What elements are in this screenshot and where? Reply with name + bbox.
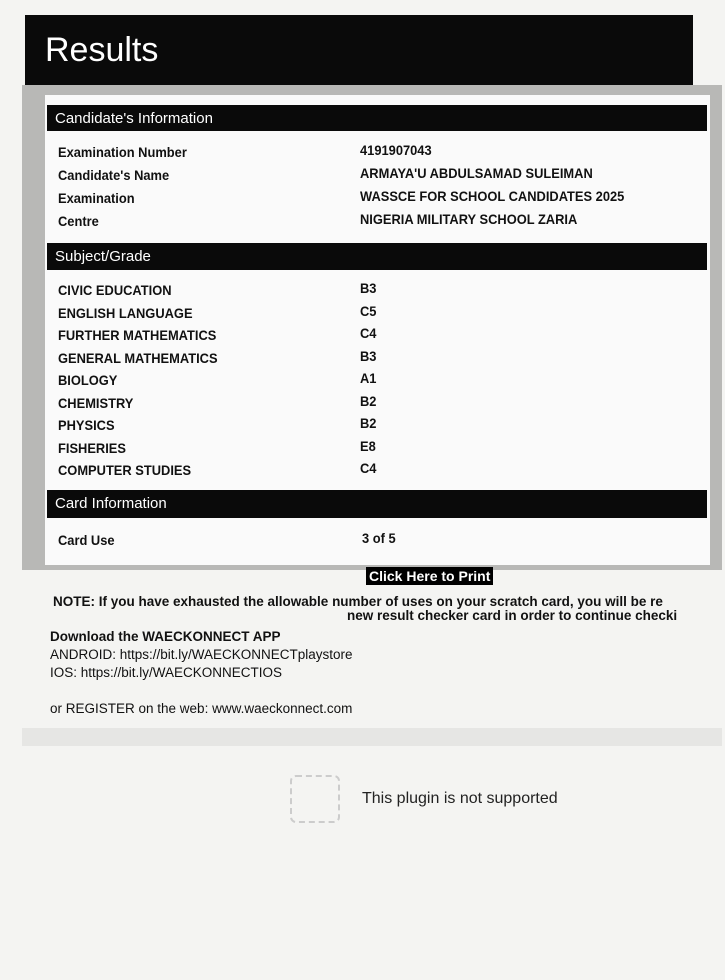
android-link[interactable]: ANDROID: https://bit.ly/WAECKONNECTplaystore: [50, 647, 353, 662]
candidate-field-label: Examination: [58, 190, 135, 206]
candidate-field-label: Centre: [58, 213, 99, 229]
download-title: Download the WAECKONNECT APP: [50, 629, 281, 644]
subject-grade: B3: [360, 280, 377, 296]
card-use-label: Card Use: [58, 532, 115, 548]
candidate-info-heading: Candidate's Information: [47, 105, 707, 131]
note-line-2: new result checker card in order to continue checki: [347, 608, 678, 623]
candidate-field-value: NIGERIA MILITARY SCHOOL ZARIA: [360, 211, 578, 227]
subject-grade: E8: [360, 437, 376, 454]
subject-grade: A1: [360, 370, 377, 386]
subject-name: PHYSICS: [58, 417, 115, 433]
plugin-puzzle-icon: [290, 775, 340, 823]
subject-name: GENERAL MATHEMATICS: [58, 349, 218, 366]
subject-grade: C5: [360, 302, 377, 319]
subject-grade: B2: [360, 415, 377, 431]
candidate-field-value: 4191907043: [360, 142, 432, 158]
candidate-field-value: WASSCE FOR SCHOOL CANDIDATES 2025: [360, 188, 625, 204]
candidate-field-value: ARMAYA'U ABDULSAMAD SULEIMAN: [360, 165, 593, 181]
subject-name: BIOLOGY: [58, 372, 118, 388]
print-button[interactable]: Click Here to Print: [366, 567, 493, 585]
subject-name: COMPUTER STUDIES: [58, 462, 192, 478]
candidate-field-label: Examination Number: [58, 144, 187, 160]
subject-grade: B2: [360, 392, 377, 409]
subject-grade: C4: [360, 325, 377, 341]
subject-grade: B3: [360, 347, 377, 364]
subject-name: CIVIC EDUCATION: [58, 282, 172, 298]
plugin-message: This plugin is not supported: [362, 790, 558, 807]
page-title: Results: [25, 15, 693, 85]
register-link[interactable]: or REGISTER on the web: www.waeckonnect.com: [50, 701, 353, 716]
card-info-heading: Card Information: [47, 490, 707, 518]
subject-name: ENGLISH LANGUAGE: [58, 304, 193, 321]
divider: [22, 728, 722, 746]
subject-name: FURTHER MATHEMATICS: [58, 327, 217, 343]
note-line-1: NOTE: If you have exhausted the allowable number of uses on your scratch card, you will be re: [53, 594, 663, 609]
subject-grade: C4: [360, 460, 377, 476]
ios-link[interactable]: IOS: https://bit.ly/WAECKONNECTIOS: [50, 665, 283, 680]
candidate-field-label: Candidate's Name: [58, 167, 170, 183]
card-use-value: 3 of 5: [362, 530, 396, 546]
subject-grade-heading: Subject/Grade: [47, 243, 707, 270]
subject-name: CHEMISTRY: [58, 394, 134, 411]
subject-name: FISHERIES: [58, 439, 126, 456]
